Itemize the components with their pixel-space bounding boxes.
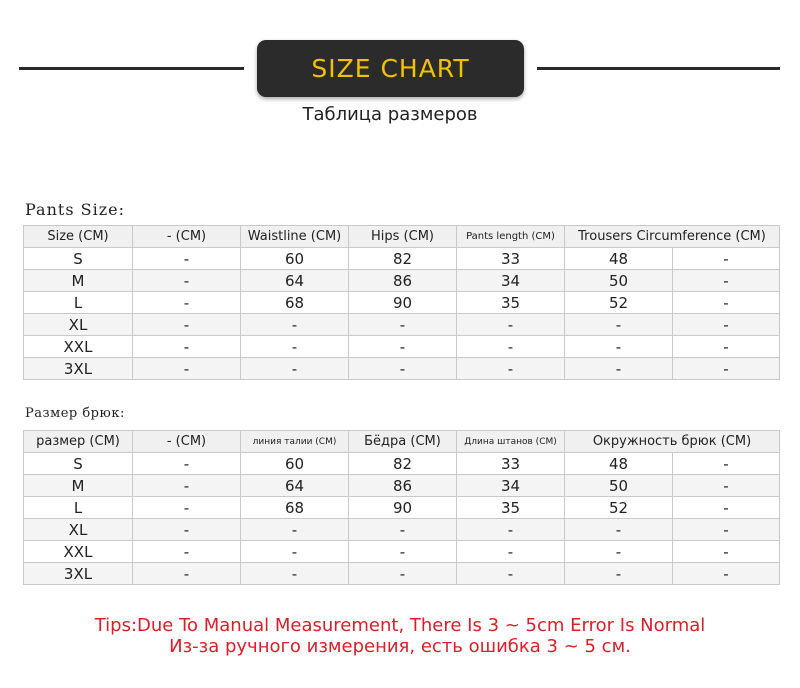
value-cell: - bbox=[673, 270, 780, 292]
value-cell: 35 bbox=[457, 292, 565, 314]
value-cell: - bbox=[349, 563, 457, 585]
value-cell: 48 bbox=[565, 248, 673, 270]
value-cell: - bbox=[673, 475, 780, 497]
value-cell: - bbox=[349, 314, 457, 336]
value-cell: - bbox=[349, 541, 457, 563]
size-cell: XL bbox=[24, 314, 133, 336]
value-cell: - bbox=[457, 358, 565, 380]
value-cell: - bbox=[241, 358, 349, 380]
value-cell: - bbox=[133, 270, 241, 292]
value-cell: - bbox=[349, 358, 457, 380]
value-cell: - bbox=[241, 314, 349, 336]
value-cell: - bbox=[457, 541, 565, 563]
table-row bbox=[24, 519, 780, 541]
value-cell: - bbox=[133, 292, 241, 314]
value-cell: - bbox=[133, 248, 241, 270]
value-cell: - bbox=[673, 453, 780, 475]
table-row bbox=[24, 497, 780, 519]
size-cell: XL bbox=[24, 519, 133, 541]
value-cell: - bbox=[673, 292, 780, 314]
header-cell: Waistline (CM) bbox=[241, 226, 349, 248]
value-cell: 34 bbox=[457, 475, 565, 497]
value-cell: - bbox=[565, 336, 673, 358]
page-subtitle: Таблица размеров bbox=[302, 104, 478, 125]
value-cell: - bbox=[457, 314, 565, 336]
value-cell: 60 bbox=[241, 248, 349, 270]
value-cell: 60 bbox=[241, 453, 349, 475]
value-cell: - bbox=[565, 314, 673, 336]
value-cell: - bbox=[241, 541, 349, 563]
table-row bbox=[24, 453, 780, 475]
value-cell: 35 bbox=[457, 497, 565, 519]
value-cell: - bbox=[133, 497, 241, 519]
header-cell: размер (CM) bbox=[24, 431, 133, 453]
value-cell: 86 bbox=[349, 270, 457, 292]
value-cell: - bbox=[673, 358, 780, 380]
value-cell: - bbox=[133, 563, 241, 585]
value-cell: 64 bbox=[241, 270, 349, 292]
value-cell: 33 bbox=[457, 453, 565, 475]
table-row bbox=[24, 248, 780, 270]
header-divider-left bbox=[19, 67, 244, 70]
value-cell: 86 bbox=[349, 475, 457, 497]
value-cell: - bbox=[133, 314, 241, 336]
value-cell: - bbox=[565, 563, 673, 585]
size-table-en bbox=[23, 225, 780, 380]
value-cell: - bbox=[565, 519, 673, 541]
header-cell: Trousers Circumference (CM) bbox=[565, 226, 780, 248]
value-cell: 90 bbox=[349, 497, 457, 519]
value-cell: - bbox=[241, 519, 349, 541]
header-cell: Бёдра (CM) bbox=[349, 431, 457, 453]
page-title: SIZE CHART bbox=[311, 54, 470, 83]
value-cell: 52 bbox=[565, 292, 673, 314]
value-cell: 90 bbox=[349, 292, 457, 314]
value-cell: - bbox=[133, 336, 241, 358]
value-cell: - bbox=[673, 336, 780, 358]
value-cell: - bbox=[673, 563, 780, 585]
size-table-ru bbox=[23, 430, 780, 585]
tips-text-ru: Из-за ручного измерения, есть ошибка 3 ~ 5 см. bbox=[169, 636, 631, 657]
value-cell: - bbox=[457, 336, 565, 358]
section-label-ru: Размер брюк: bbox=[25, 406, 125, 421]
table-row bbox=[24, 541, 780, 563]
header-cell: Длина штанов (CM) bbox=[457, 431, 565, 453]
value-cell: - bbox=[133, 453, 241, 475]
header-cell: линия талии (CM) bbox=[241, 431, 349, 453]
size-cell: S bbox=[24, 248, 133, 270]
header-cell: - (CM) bbox=[133, 431, 241, 453]
header-cell: Окружность брюк (CM) bbox=[565, 431, 780, 453]
value-cell: 82 bbox=[349, 453, 457, 475]
tips-text-en: Tips:Due To Manual Measurement, There Is 3 ~ 5cm Error Is Normal bbox=[94, 615, 706, 636]
table-row bbox=[24, 270, 780, 292]
value-cell: 68 bbox=[241, 497, 349, 519]
size-cell: M bbox=[24, 475, 133, 497]
value-cell: - bbox=[457, 519, 565, 541]
table-header-row bbox=[24, 431, 780, 453]
value-cell: - bbox=[133, 519, 241, 541]
value-cell: - bbox=[349, 519, 457, 541]
header-cell: Pants length (CM) bbox=[457, 226, 565, 248]
size-chart-banner bbox=[257, 40, 524, 97]
table-row bbox=[24, 336, 780, 358]
size-cell: L bbox=[24, 497, 133, 519]
header-cell: Hips (CM) bbox=[349, 226, 457, 248]
value-cell: - bbox=[673, 497, 780, 519]
header-divider-right bbox=[537, 67, 780, 70]
value-cell: 50 bbox=[565, 270, 673, 292]
table-row bbox=[24, 292, 780, 314]
section-label-en: Pants Size: bbox=[25, 200, 125, 219]
header-cell: - (CM) bbox=[133, 226, 241, 248]
value-cell: 68 bbox=[241, 292, 349, 314]
value-cell: 82 bbox=[349, 248, 457, 270]
value-cell: 33 bbox=[457, 248, 565, 270]
value-cell: 48 bbox=[565, 453, 673, 475]
header-cell: Size (CM) bbox=[24, 226, 133, 248]
table-row bbox=[24, 314, 780, 336]
value-cell: - bbox=[673, 314, 780, 336]
value-cell: 50 bbox=[565, 475, 673, 497]
size-cell: XXL bbox=[24, 336, 133, 358]
value-cell: - bbox=[457, 563, 565, 585]
value-cell: - bbox=[133, 541, 241, 563]
table-row bbox=[24, 358, 780, 380]
table-row bbox=[24, 563, 780, 585]
value-cell: - bbox=[133, 475, 241, 497]
table-header-row bbox=[24, 226, 780, 248]
table-row bbox=[24, 475, 780, 497]
value-cell: - bbox=[565, 358, 673, 380]
value-cell: - bbox=[241, 563, 349, 585]
size-cell: 3XL bbox=[24, 563, 133, 585]
value-cell: - bbox=[673, 248, 780, 270]
value-cell: 34 bbox=[457, 270, 565, 292]
value-cell: 64 bbox=[241, 475, 349, 497]
size-cell: 3XL bbox=[24, 358, 133, 380]
value-cell: - bbox=[349, 336, 457, 358]
size-cell: XXL bbox=[24, 541, 133, 563]
value-cell: - bbox=[673, 519, 780, 541]
value-cell: - bbox=[673, 541, 780, 563]
size-cell: L bbox=[24, 292, 133, 314]
value-cell: 52 bbox=[565, 497, 673, 519]
value-cell: - bbox=[565, 541, 673, 563]
size-cell: M bbox=[24, 270, 133, 292]
value-cell: - bbox=[133, 358, 241, 380]
size-cell: S bbox=[24, 453, 133, 475]
value-cell: - bbox=[241, 336, 349, 358]
